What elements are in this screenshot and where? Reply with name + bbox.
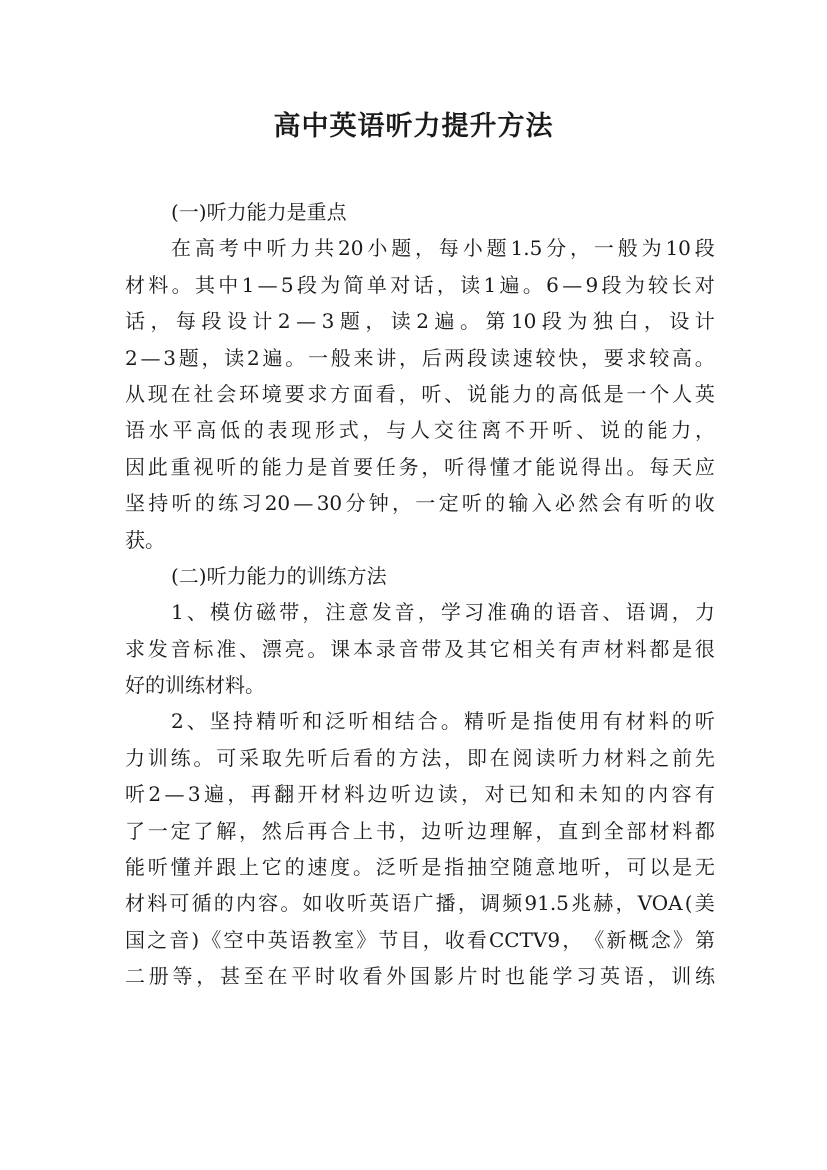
text-line: (二)听力能力的训练方法	[171, 563, 387, 588]
text-line: 力 训 练 。 可 采 取 先 听 后 看 的 方 法 ， 即 在 阅 读 听 力 材 料 之 前 先	[125, 745, 715, 770]
text-line: 获。	[125, 527, 165, 552]
text-line: 因 此 重 视 听 的 能 力 是 首 要 任 务 ， 听 得 懂 才 能 说 得 出 。 每 天 应	[125, 454, 715, 479]
text-line: 2 、 坚 持 精 听 和 泛 听 相 结 合 。 精 听 是 指 使 用 有 材 料 的 听	[171, 709, 715, 734]
text-line: 好的训练材料。	[125, 673, 265, 698]
text-line: 听 2 — 3 遍 ， 再 翻 开 材 料 边 听 边 读 ， 对 已 知 和 未 知 的 内 容 有	[125, 782, 715, 807]
text-line: 材 料 可 循 的 内 容 。 如 收 听 英 语 广 播 ， 调 频 91.5 兆 赫 ， VOA ( 美	[125, 891, 715, 916]
text-line: 在 高 考 中 听 力 共 20 小 题 ， 每 小 题 1.5 分 ， 一 般 为 10 段	[171, 236, 715, 261]
text-line: 求 发 音 标 准 、 漂 亮 。 课 本 录 音 带 及 其 它 相 关 有 声 材 料 都 是 很	[125, 636, 715, 661]
document-title: 高中英语听力提升方法	[273, 111, 554, 142]
text-line: (一)听力能力是重点	[171, 200, 347, 224]
text-line: 二 册 等 ， 甚 至 在 平 时 收 看 外 国 影 片 时 也 能 学 习 英 语 ， 训 练	[125, 964, 715, 989]
text-line: 1 、 模 仿 磁 带 ， 注 意 发 音 ， 学 习 准 确 的 语 音 、 语 调 ， 力	[171, 600, 715, 625]
text-line: 国 之 音 ) 《 空 中 英 语 教 室 》 节 目 ， 收 看 CCTV9 ， 《 新 概 念 》 第	[125, 927, 715, 952]
text-line: 能 听 懂 并 跟 上 它 的 速 度 。 泛 听 是 指 抽 空 随 意 地 听 ， 可 以 是 无	[125, 855, 715, 880]
text-line: 语 水 平 高 低 的 表 现 形 式 ， 与 人 交 往 离 不 开 听 、 说 的 能 力 ，	[125, 418, 715, 443]
text-line: 2 — 3 题 ， 读 2 遍 。 一 般 来 讲 ， 后 两 段 读 速 较 快 ， 要 求 较 高 。	[125, 345, 715, 370]
text-line: 材 料 。 其 中 1 — 5 段 为 简 单 对 话 ， 读 1 遍 。 6 — 9 段 为 较 长 对	[125, 272, 715, 297]
text-line: 了 一 定 了 解 ， 然 后 再 合 上 书 ， 边 听 边 理 解 ， 直 到 全 部 材 料 都	[125, 818, 715, 843]
text-line: 从 现 在 社 会 环 境 要 求 方 面 看 ， 听 、 说 能 力 的 高 低 是 一 个 人 英	[125, 381, 715, 406]
text-line: 话 ， 每 段 设 计 2 — 3 题 ， 读 2 遍 。 第 10 段 为 独 白 ， 设 计	[125, 309, 715, 334]
document-body	[125, 196, 715, 997]
text-line: 坚 持 听 的 练 习 20 — 30 分 钟 ， 一 定 听 的 输 入 必 然 会 有 听 的 收	[125, 491, 715, 516]
